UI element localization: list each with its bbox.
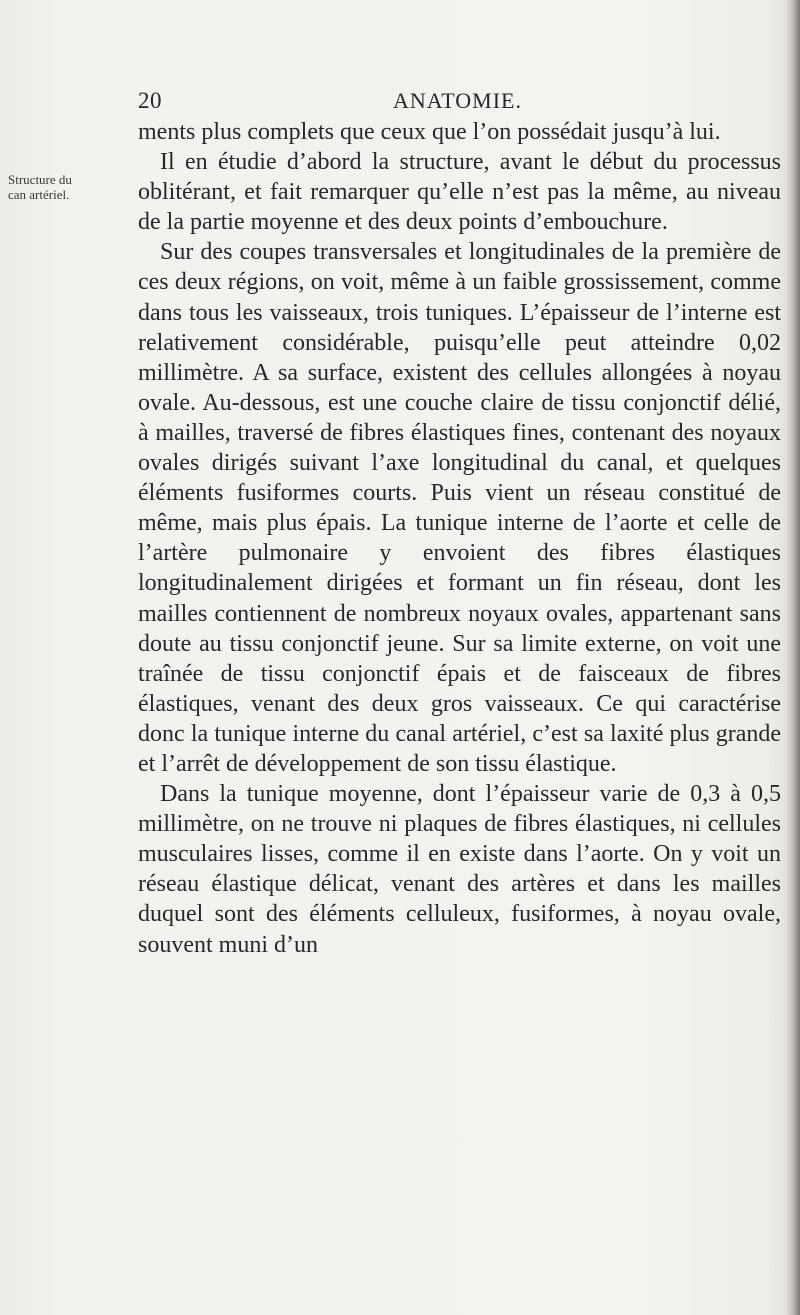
- page-edge-shadow: [786, 0, 800, 1315]
- paragraph: Sur des coupes transversales et longitudinales de la première de ces deux régions, on voit, même à un faible grossissement, comme dans tous les vaisseaux, trois tuniques. L’épaisseur de l’interne est relativement considérable, puisqu’elle peut atteindre 0,02 millimètre. A sa surface, existent des cellules allongées à noyau ovale. Au-dessous, est une couche claire de tissu conjonctif délié, à mailles, traversé de fibres élastiques fines, contenant des noyaux ovales dirigés suivant l’axe longitudinal du canal, et quelques éléments fusiformes courts. Puis vient un réseau constitué de même, mais plus épais. La tunique interne de l’aorte et celle de l’artère pulmonaire y envoient des fibres élastiques longitudinalement dirigées et formant un fin réseau, dont les mailles contiennent de nombreux noyaux ovales, appartenant sans doute au tissu conjonctif jeune. Sur sa limite externe, on voit une traînée de tissu conjonctif épais et de faisceaux de fibres élastiques, venant des deux gros vaisseaux. Ce qui caractérise donc la tunique interne du canal artériel, c’est sa laxité plus grande et l’arrêt de développement de son tissu élastique.: [138, 239, 781, 777]
- running-title: ANATOMIE.: [393, 88, 522, 113]
- paragraph-continuation: ments plus complets que ceux que l’on possédait jusqu’à lui.: [138, 119, 721, 145]
- margin-note-line-1: Structure du: [8, 172, 72, 187]
- paragraph: Dans la tunique moyenne, dont l’épaisseur varie de 0,3 à 0,5 millimètre, on ne trouve ni plaques de fibres élastiques, ni cellules musculaires lisses, comme il en existe dans l’aorte. On y voit un réseau élastique délicat, venant des artères et dans les mailles duquel sont des éléments celluleux, fusiformes, à noyau ovale, souvent muni d’un: [138, 781, 781, 958]
- page-header: [138, 88, 778, 118]
- page-number: 20: [138, 88, 162, 113]
- margin-note: [8, 172, 128, 202]
- margin-note-line-2: can artériel.: [8, 187, 70, 202]
- body-text: [138, 117, 781, 960]
- paragraph: Il en étudie d’abord la structure, avant le début du processus oblitérant, et fait remarquer qu’elle n’est pas la même, au niveau de la partie moyenne et des deux points d’embouchure.: [138, 149, 781, 236]
